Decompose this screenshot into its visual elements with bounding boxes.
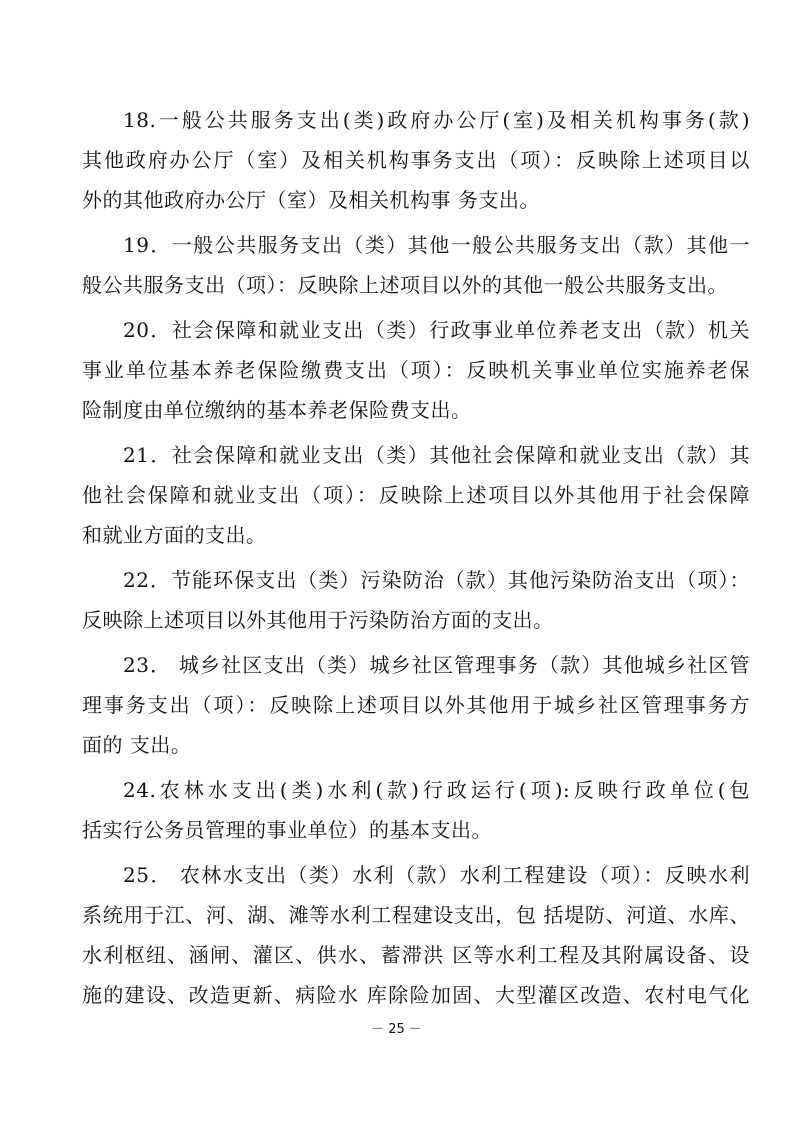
text-line: 25． 农林水支出（类）水利（款）水利工程建设（项）：反映水利 bbox=[123, 863, 750, 887]
paragraph bbox=[82, 435, 750, 555]
paragraph bbox=[82, 225, 750, 305]
text-line: 般公共服务支出（项）：反映除上述项目以外的其他一般公共服务支出。 bbox=[82, 273, 728, 297]
text-line: 水利枢纽、涵闸、灌区、供水、蓄滞洪 区等水利工程及其附属设备、设 bbox=[82, 943, 750, 967]
text-line: 反映除上述项目以外其他用于污染防治方面的支出。 bbox=[82, 608, 554, 632]
text-line: 23． 城乡社区支出（类）城乡社区管理事务（款）其他城乡社区管 bbox=[123, 653, 750, 677]
paragraph bbox=[82, 770, 750, 850]
text-line: 理事务支出（项）：反映除上述项目以外其他用于城乡社区管理事务方 bbox=[82, 693, 750, 717]
text-line: 险制度由单位缴纳的基本养老保险费支出。 bbox=[82, 398, 472, 422]
paragraph bbox=[82, 310, 750, 430]
paragraph bbox=[82, 560, 750, 640]
text-line: 22．节能环保支出（类）污染防治（款）其他污染防治支出（项）： bbox=[123, 568, 750, 592]
text-line: 和就业方面的支出。 bbox=[82, 523, 267, 547]
text-line: 24.农林水支出(类)水利(款)行政运行(项):反映行政单位(包 bbox=[123, 778, 750, 802]
text-line: 面的 支出。 bbox=[82, 733, 192, 757]
text-line: 系统用于江、河、湖、滩等水利工程建设支出，包 括堤防、河道、水库、 bbox=[82, 903, 750, 927]
page-number: － 25 － bbox=[371, 1022, 422, 1037]
paragraph bbox=[82, 100, 750, 220]
text-line: 其他政府办公厅（室）及相关机构事务支出（项）：反映除上述项目以 bbox=[82, 148, 750, 172]
text-line: 19．一般公共服务支出（类）其他一般公共服务支出（款）其他一 bbox=[123, 233, 750, 257]
text-line: 21．社会保障和就业支出（类）其他社会保障和就业支出（款）其 bbox=[123, 443, 750, 467]
text-line: 事业单位基本养老保险缴费支出（项）：反映机关事业单位实施养老保 bbox=[82, 358, 750, 382]
text-line: 括实行公务员管理的事业单位）的基本支出。 bbox=[82, 818, 492, 842]
text-line: 他社会保障和就业支出（项）：反映除上述项目以外其他用于社会保障 bbox=[82, 483, 750, 507]
text-line: 外的其他政府办公厅（室）及相关机构事 务支出。 bbox=[82, 188, 540, 212]
paragraph bbox=[82, 855, 750, 1015]
document-body bbox=[82, 100, 750, 1020]
text-line: 施的建设、改造更新、病险水 库除险加固、大型灌区改造、农村电气化 bbox=[82, 983, 750, 1007]
text-line: 18.一般公共服务支出(类)政府办公厅(室)及相关机构事务(款) bbox=[123, 108, 750, 132]
text-line: 20．社会保障和就业支出（类）行政事业单位养老支出（款）机关 bbox=[123, 318, 750, 342]
paragraph bbox=[82, 645, 750, 765]
